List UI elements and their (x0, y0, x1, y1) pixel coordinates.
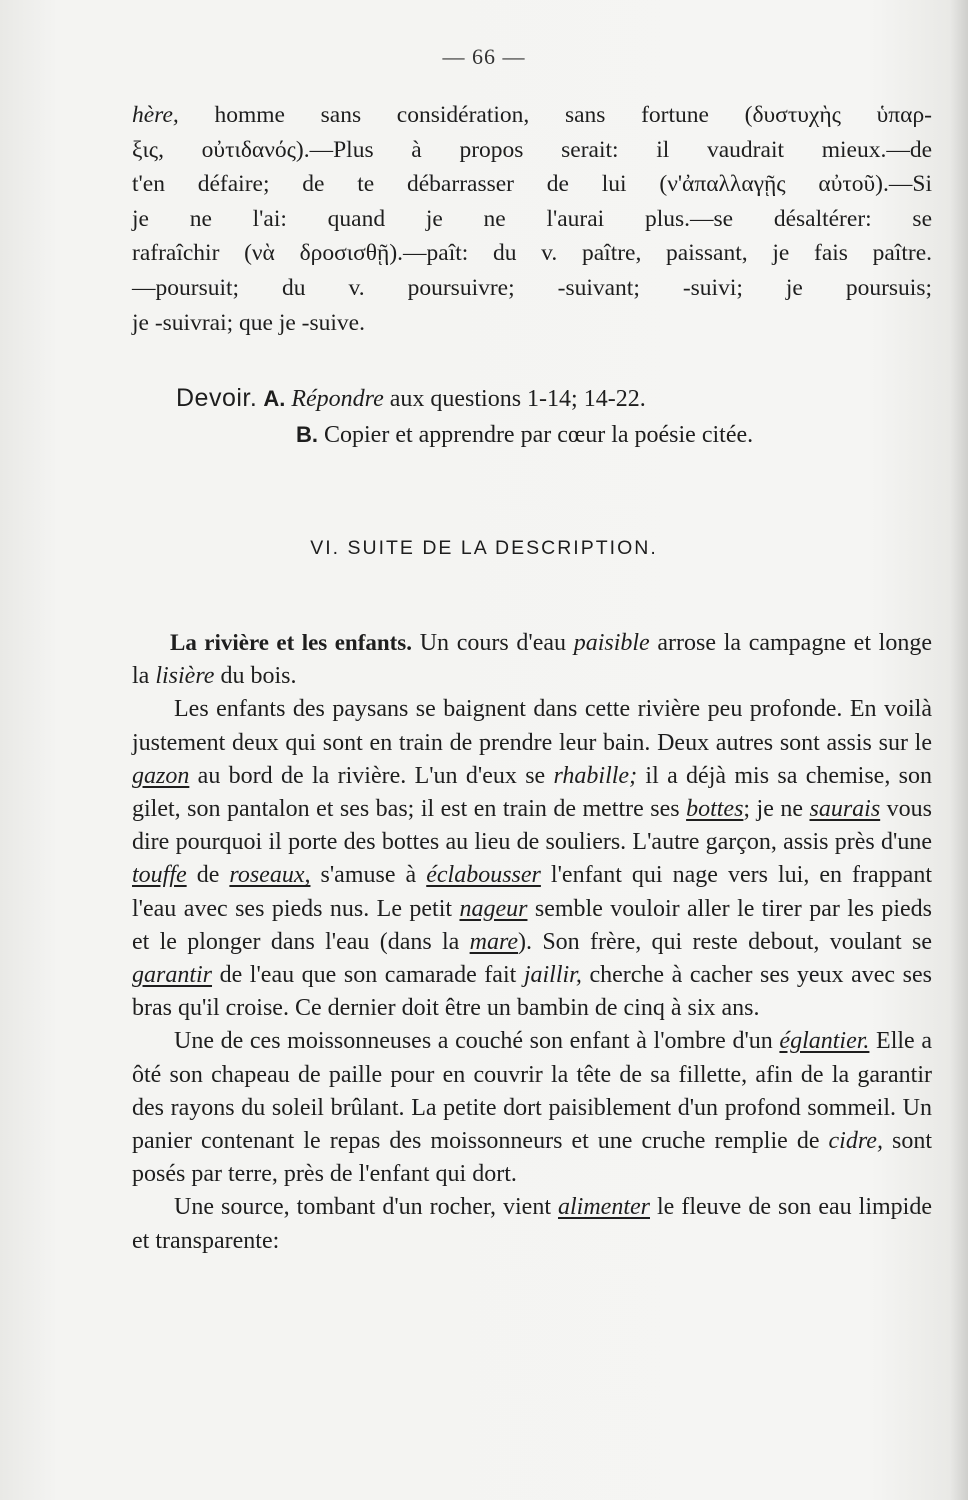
vocab-word: cidre, (828, 1128, 883, 1155)
vocab-word: mare (469, 928, 519, 955)
homework-letter-b: B. (296, 422, 318, 447)
page-edge-shadow (950, 0, 968, 1500)
story-paragraph: Une de ces moissonneuses a couché son enfant à l'ombre d'un églantier. Elle a ôté son chapeau de paille pour en couvrir la tête de sa fillette, afin de la garantir des rayons du soleil brûlant. La petite dort paisiblement d'un profond sommeil. Un panier contenant le repas des moissonneurs et une cruche remplie de cidre, sont posés par terre, près de l'enfant qui dort. (132, 1028, 932, 1188)
vocab-word: gazon (132, 762, 190, 789)
story-paragraph: Les enfants des paysans se baignent dans cette rivière peu profonde. En voilà justement deux qui sont en train de prendre leur bain. Deux autres sont assis sur le gazon au bord de la rivière. L'un d'eux se rhabille; il a déjà mis sa chemise, son gilet, son pantalon et ses bas; il est en train de mettre ses bottes; je ne saurais vous dire pourquoi il porte des bottes au lieu de souliers. L'autre garçon, assis près d'une touffe de roseaux, s'amuse à éclabousser l'enfant qui nage vers lui, en frappant l'eau avec ses pieds nus. Le petit nageur semble vouloir aller le tirer par les pieds et le plonger dans l'eau (dans la mare). Son frère, qui reste debout, voulant se garantir de l'eau que son camarade fait jaillir, cherche à cacher ses yeux avec ses bras qu'il croise. Ce dernier doit être un bambin de cinq à six ans. (132, 696, 933, 1022)
glossary-headword: hère, (132, 102, 179, 128)
vocab-word: bottes (686, 796, 744, 823)
homework-label: Devoir. (176, 384, 258, 412)
glossary-line: ξις, οὐτιδανός).—Plus à propos serait: il vaudrait mieux.—de (132, 136, 932, 163)
vocab-word: touffe (132, 862, 187, 889)
homework-line-a (176, 380, 936, 417)
vocab-word: nageur (459, 895, 528, 922)
vocab-word: éclabousser (426, 862, 541, 889)
story-body (132, 626, 932, 1258)
homework-a-text: aux questions 1-14; 14-22. (383, 386, 646, 412)
vocab-word: roseaux, (229, 862, 311, 889)
homework-line-b (176, 417, 936, 453)
homework-block (176, 380, 936, 453)
vocab-word: jaillir, (523, 962, 582, 989)
page-number: — 66 — (442, 44, 526, 69)
vocab-word: églantier. (779, 1028, 870, 1055)
vocab-word: alimenter (558, 1194, 650, 1221)
homework-letter-a: A. (263, 386, 286, 411)
section-title: VI. SUITE DE LA DESCRIPTION. (310, 537, 658, 559)
story-paragraph: La rivière et les enfants. Un cours d'eau paisible arrose la campagne et longe la lisière du bois. (132, 630, 932, 690)
homework-b-text: Copier et apprendre par cœur la poésie citée. (318, 422, 754, 448)
vocab-word: paisible (573, 630, 650, 656)
glossary-line: je -suivrai; que je -suive. (132, 309, 365, 336)
glossary-line: je ne l'ai: quand je ne l'aurai plus.—se désaltérer: se (132, 205, 932, 232)
vocab-word: garantir (132, 962, 213, 989)
vocab-word: rhabille; (553, 762, 638, 789)
glossary-line: rafraîchir (νὰ δροσισθῇ).—paît: du v. paître, paissant, je fais paître. (132, 240, 932, 267)
glossary-line: t'en défaire; de te débarrasser de lui (ν'ἀπαλλαγῇς αὐτοῦ).—Si (132, 171, 932, 198)
glossary-line: —poursuit; du v. poursuivre; -suivant; -suivi; je poursuis; (132, 274, 932, 301)
glossary-block (132, 98, 932, 340)
glossary-line: hère, homme sans considération, sans fortune (δυστυχὴς ὑπαρ- (132, 102, 932, 128)
homework-a-italic: Répondre (291, 386, 384, 412)
story-paragraph: Une source, tombant d'un rocher, vient alimenter le fleuve de son eau limpide et transparente: (132, 1194, 932, 1254)
vocab-word: lisière (155, 663, 215, 690)
story-lead-title: La rivière et les enfants. (170, 630, 413, 655)
vocab-word: saurais (809, 796, 881, 823)
